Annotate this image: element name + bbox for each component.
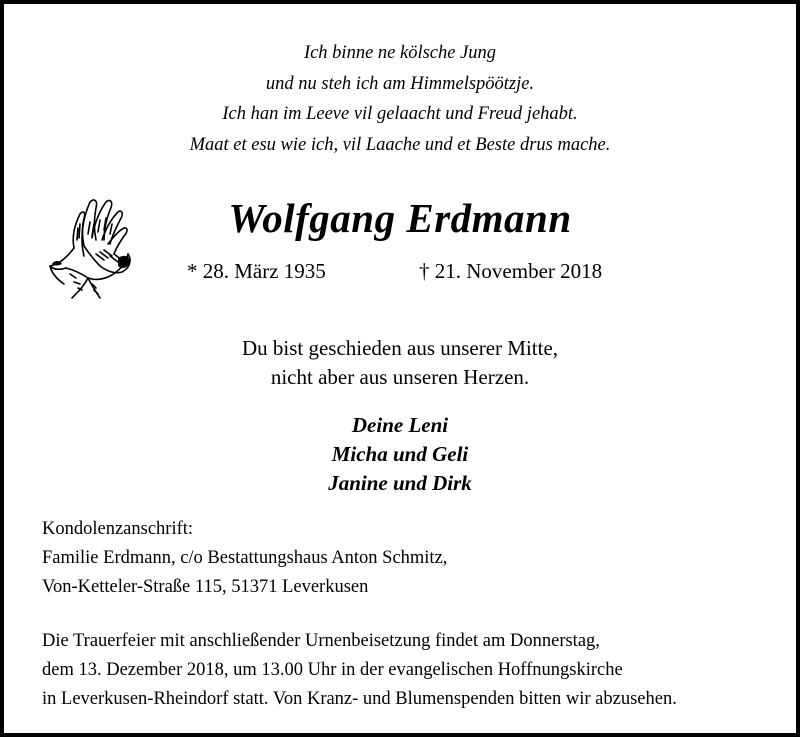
address-line: Von-Ketteler-Straße 115, 51371 Leverkusen: [42, 577, 369, 597]
mourner-name: Deine Leni: [351, 413, 449, 437]
poem-line: Ich binne ne kölsche Jung: [303, 43, 497, 63]
poem-line: Ich han im Leeve vil gelaacht und Freud jehabt.: [222, 104, 578, 124]
birth-date: * 28. März 1935: [187, 259, 326, 283]
poem-line: Maat et esu wie ich, vil Laache und et Beste drus mache.: [189, 134, 611, 155]
death-date: † 21. November 2018: [419, 259, 603, 283]
deceased-name: Wolfgang Erdmann: [228, 195, 572, 241]
condolence-address: [42, 515, 447, 602]
mourner-name: Micha und Geli: [331, 442, 469, 466]
quote-line: Du bist geschieden aus unserer Mitte,: [241, 336, 559, 360]
ceremony-line: Die Trauerfeier mit anschließender Urnenbeisetzung findet am Donnerstag,: [42, 631, 600, 651]
ceremony-line: in Leverkusen-Rheindorf statt. Von Kranz- und Blumenspenden bitten wir abzusehen.: [42, 689, 677, 709]
mourners: [4, 411, 796, 498]
ceremony-line: dem 13. Dezember 2018, um 13.00 Uhr in der evangelischen Hoffnungskirche: [42, 660, 623, 680]
poem-line: und nu steh ich am Himmelspöötzje.: [265, 73, 535, 94]
quote-line: nicht aber aus unseren Herzen.: [270, 365, 530, 389]
ceremony-notice: [42, 627, 677, 714]
address-line: Familie Erdmann, c/o Bestattungshaus Anton Schmitz,: [42, 548, 448, 568]
poem: [4, 38, 796, 160]
mourner-name: Janine und Dirk: [328, 471, 472, 495]
address-label: Kondolenzanschrift:: [42, 519, 194, 539]
life-dates: [4, 259, 796, 289]
memorial-quote: [4, 334, 796, 392]
